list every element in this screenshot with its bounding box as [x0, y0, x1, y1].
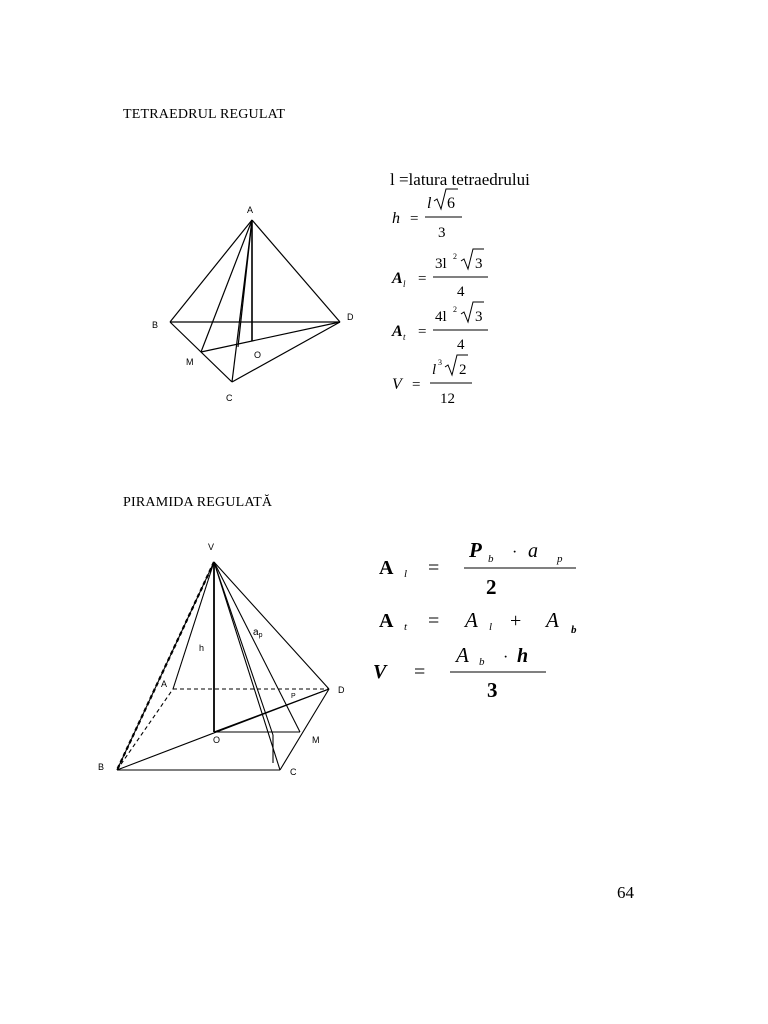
page-number: 64 [617, 883, 634, 902]
pyramid-formulas [368, 532, 593, 712]
equals-sign: = [418, 271, 427, 287]
pyramid-label-o: O [213, 735, 221, 745]
pyramid-lateral-area-formula [379, 538, 576, 599]
equals-sign: = [410, 211, 419, 227]
denominator: 3 [487, 678, 498, 702]
apothem-p: p [258, 632, 263, 639]
tetra-label-o: O [254, 350, 262, 360]
area-symbol: A [379, 610, 394, 632]
pyramid-label-c: C [290, 767, 297, 777]
height-symbol: h [517, 645, 529, 667]
pyramid-label-d: D [338, 685, 345, 695]
lateral-area-term: A [465, 608, 478, 632]
area-symbol: A [392, 323, 403, 340]
tetra-label-a: A [247, 205, 254, 215]
pyramid-label-h: h [199, 643, 205, 653]
denominator: 3 [438, 225, 446, 241]
exponent: 2 [453, 305, 457, 314]
pyramid-volume-formula [373, 643, 546, 702]
plus-sign: + [510, 610, 522, 632]
height-symbol: h [392, 210, 400, 227]
total-area-formula [391, 302, 488, 353]
denominator: 12 [440, 391, 455, 407]
pyramid-label-m: M [312, 735, 320, 745]
base-area-symbol: A [456, 643, 469, 667]
area-subscript: t [404, 621, 408, 633]
numerator-variable: l [427, 195, 432, 212]
apothem-symbol: a [528, 540, 538, 562]
height-formula [392, 189, 462, 241]
equals-sign: = [428, 557, 440, 579]
multiply-dot: · [503, 649, 509, 666]
area-symbol: A [392, 270, 403, 287]
coefficient: 3l [435, 256, 447, 272]
apothem-subscript: p [557, 553, 563, 565]
area-subscript: l [403, 279, 406, 289]
area-subscript: t [403, 332, 406, 342]
denominator: 4 [457, 337, 465, 353]
base-area-term: A [546, 608, 559, 632]
radicand: 6 [447, 195, 455, 212]
base-area-subscript: b [479, 656, 485, 668]
tetra-label-d: D [347, 312, 354, 322]
coefficient: 4l [435, 309, 447, 325]
pyramid-label-apothem [253, 627, 263, 639]
volume-symbol: V [392, 376, 402, 393]
equals-sign: = [428, 610, 440, 632]
pyramid-total-area-formula [379, 608, 577, 636]
tetrahedron-figure [140, 195, 370, 410]
tetra-label-c: C [226, 393, 233, 403]
tetrahedron-heading: TETRAEDRUL REGULAT [123, 107, 286, 122]
tetra-label-m: M [186, 357, 194, 367]
radicand: 3 [475, 309, 483, 325]
side-definition: l =latura tetraedrului [390, 170, 530, 189]
pyramid-label-a: A [161, 679, 168, 689]
tetrahedron-formulas [380, 165, 580, 415]
exponent: 2 [453, 252, 457, 261]
pyramid-label-b: B [98, 762, 105, 772]
perimeter-subscript: b [488, 553, 494, 565]
apothem-a: a [253, 627, 259, 638]
volume-symbol: V [373, 661, 387, 683]
equals-sign: = [412, 377, 421, 393]
lateral-area-subscript: l [489, 621, 493, 633]
pyramid-label-v: V [208, 542, 215, 552]
tetra-label-b: B [152, 320, 159, 330]
radicand: 2 [459, 362, 467, 378]
lateral-area-formula [391, 249, 488, 300]
numerator-variable: l [432, 362, 437, 378]
equals-sign: = [418, 324, 427, 340]
denominator: 4 [457, 284, 465, 300]
radicand: 3 [475, 256, 483, 272]
multiply-dot: · [512, 544, 518, 561]
exponent: 3 [438, 358, 442, 367]
denominator: 2 [486, 575, 497, 599]
pyramid-label-p: P [291, 693, 296, 700]
volume-formula [392, 355, 472, 407]
pyramid-figure [95, 537, 365, 782]
pyramid-heading: PIRAMIDA REGULATĂ [123, 495, 273, 510]
area-symbol: A [379, 557, 394, 579]
perimeter-symbol: P [469, 538, 482, 562]
area-subscript: l [404, 568, 408, 580]
base-area-subscript: b [571, 624, 577, 636]
equals-sign: = [414, 661, 426, 683]
